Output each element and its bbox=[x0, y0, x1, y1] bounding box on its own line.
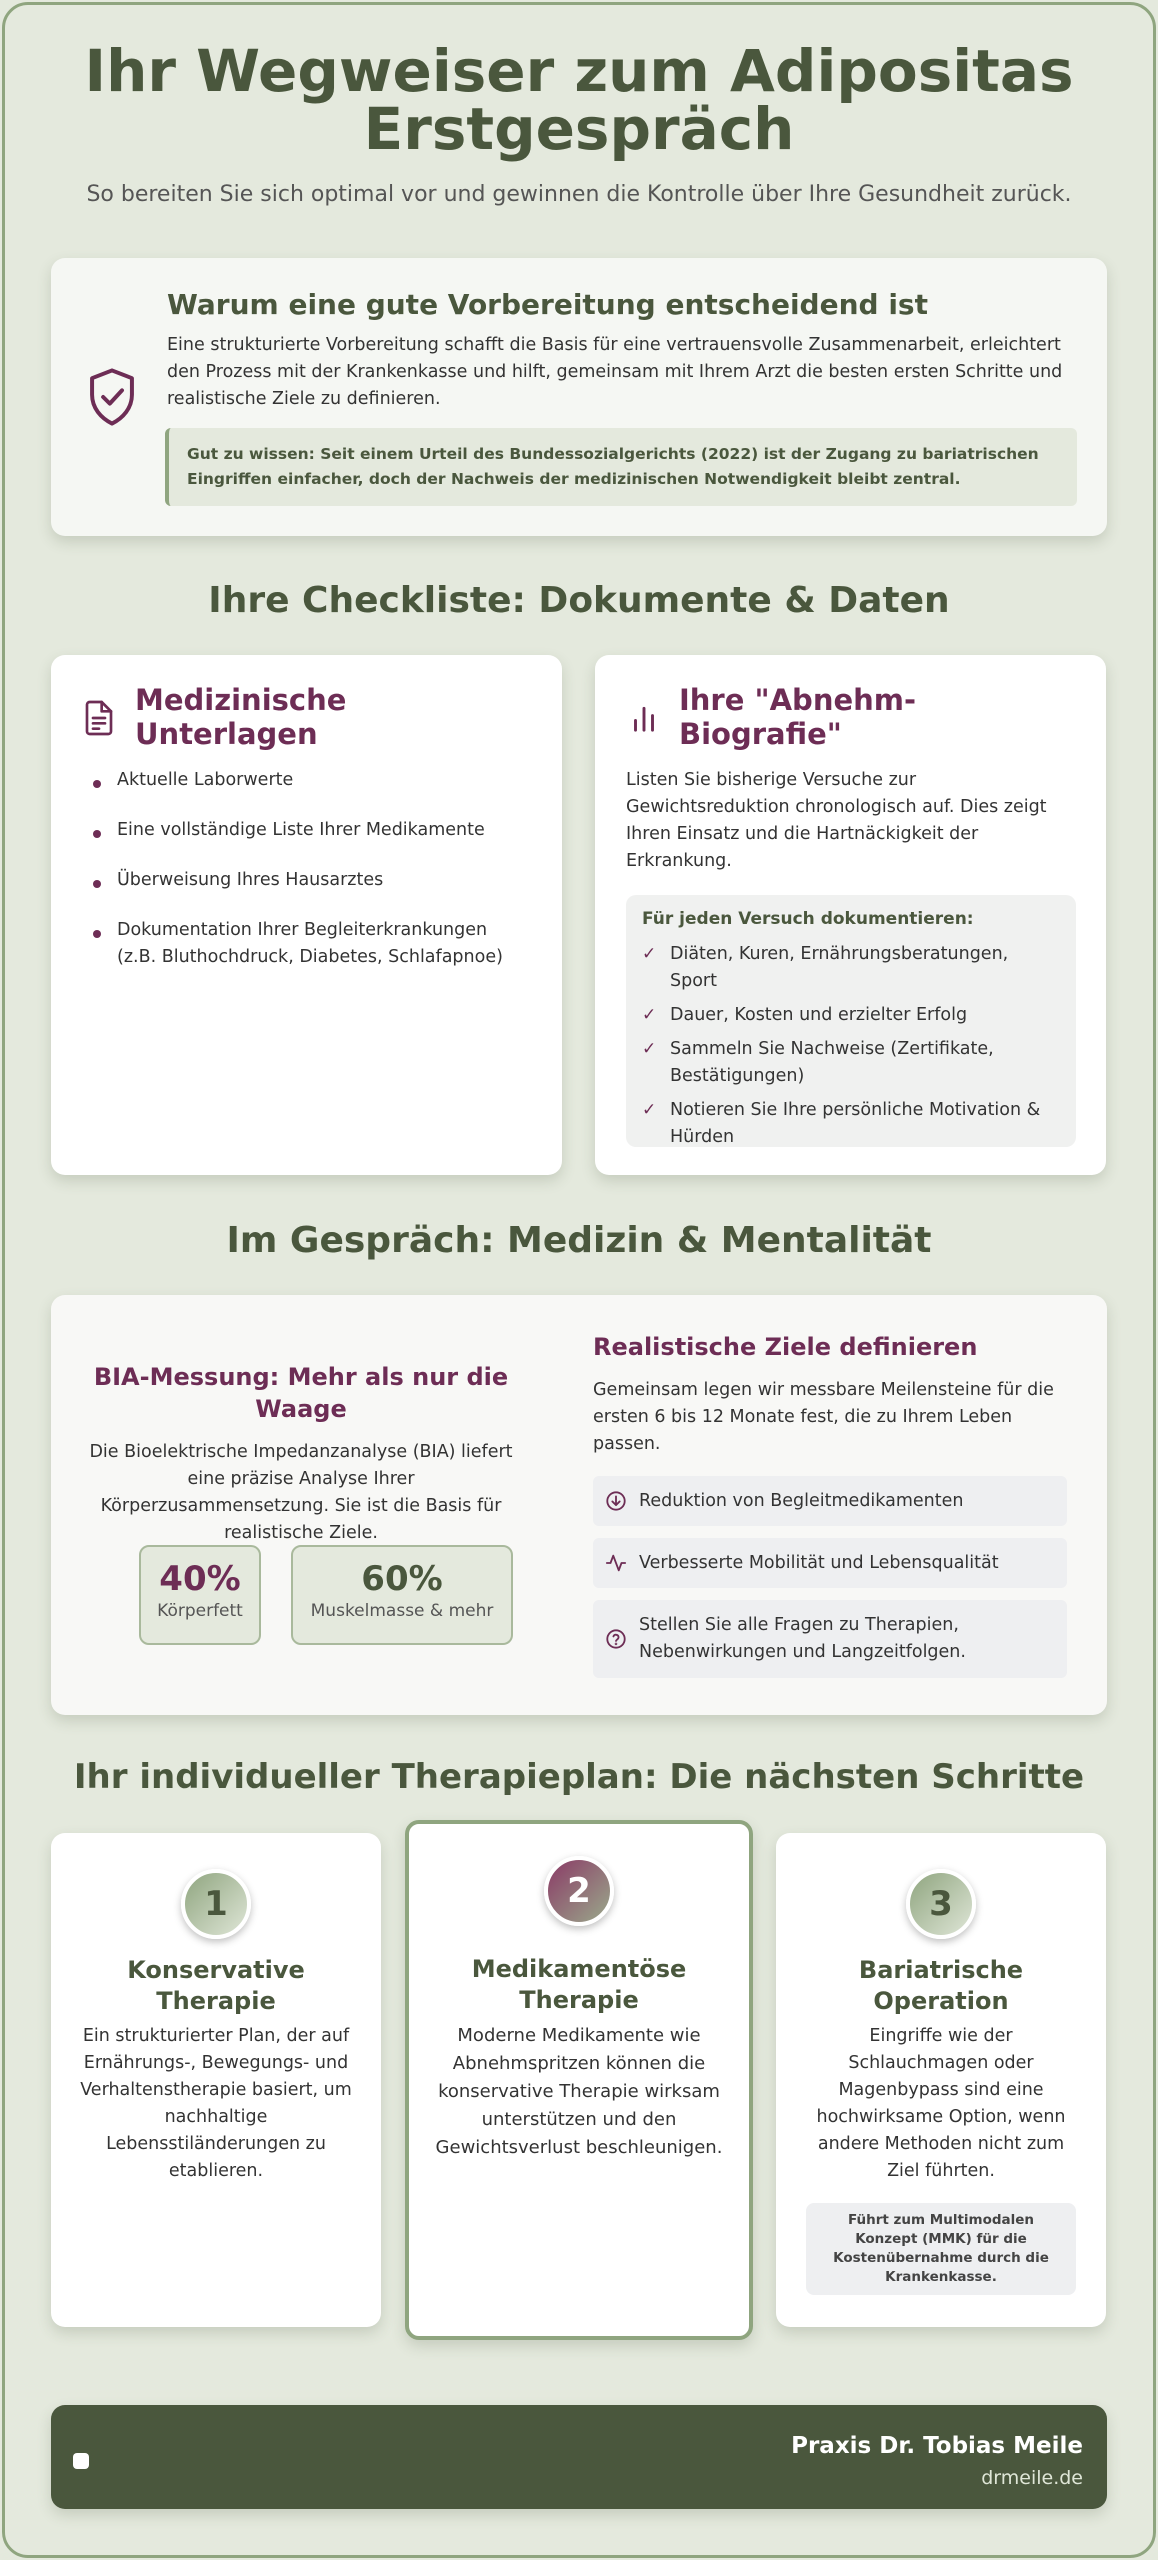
goal-item: Verbesserte Mobilität und Lebensqualität bbox=[593, 1538, 1067, 1588]
check-icon: ✓ bbox=[642, 1039, 657, 1059]
intro-title: Warum eine gute Vorbereitung entscheidend ist bbox=[167, 288, 928, 321]
conversation-section-title: Im Gespräch: Medizin & Mentalität bbox=[226, 1220, 932, 1261]
stat-label: Körperfett bbox=[157, 1601, 243, 1621]
check-icon: ✓ bbox=[642, 1100, 657, 1120]
medical-documents-title: Medizinische Unterlagen bbox=[135, 683, 347, 751]
weight-biography-title: Ihre "Abnehm- Biografie" bbox=[679, 683, 917, 751]
checklist-section-title: Ihre Checkliste: Dokumente & Daten bbox=[208, 580, 950, 621]
list-item: ✓ Diäten, Kuren, Ernährungsberatungen, Sport bbox=[642, 941, 1060, 995]
step-card-surgery bbox=[776, 1833, 1106, 2327]
intro-text: Eine strukturierte Vorbereitung schafft die Basis für eine vertrauensvolle Zusammenarbeit, erleichtert den Prozess mit der Krankenkasse und hilft, gemeinsam mit Ihrem Arzt die besten ersten Schritte und realistische Ziele zu definieren. bbox=[167, 335, 1063, 409]
step-text: Moderne Medikamente wie Abnehmspritzen können die konservative Therapie wirksam unterstützen und den Gewichtsverlust beschleunigen. bbox=[435, 2025, 723, 2158]
bia-title: BIA-Messung: Mehr als nur die Waage bbox=[93, 1363, 509, 1423]
stat-muscle-mass bbox=[291, 1545, 513, 1645]
page-title: Ihr Wegweiser zum Adipositas Erstgespräch bbox=[84, 37, 1074, 163]
activity-icon bbox=[605, 1552, 627, 1574]
list-item: ✓ Dauer, Kosten und erzielter Erfolg bbox=[642, 1002, 1060, 1029]
bar-chart-icon bbox=[629, 701, 659, 735]
stat-value: 60% bbox=[361, 1559, 443, 1599]
document-icon bbox=[83, 699, 115, 737]
step-number: 1 bbox=[181, 1869, 251, 1939]
stat-value: 40% bbox=[159, 1559, 241, 1599]
check-icon: ✓ bbox=[642, 1005, 657, 1025]
intro-card bbox=[51, 258, 1107, 536]
step-title: Bariatrische Operation bbox=[858, 1956, 1024, 2015]
weight-biography-card bbox=[595, 655, 1106, 1175]
therapy-section-title: Ihr individueller Therapieplan: Die nächsten Schritte bbox=[73, 1757, 1085, 1797]
step-title: Medikamentöse Therapie bbox=[471, 1955, 687, 2014]
step-text: Eingriffe wie der Schlauchmagen oder Magenbypass sind eine hochwirksame Option, wenn andere Methoden nicht zum Ziel führten. bbox=[816, 2026, 1066, 2181]
step-number: 3 bbox=[906, 1869, 976, 1939]
arrow-down-circle-icon bbox=[605, 1490, 627, 1512]
documentation-list bbox=[642, 941, 1060, 1151]
page-subtitle: So bereiten Sie sich optimal vor und gewinnen die Kontrolle über Ihre Gesundheit zurück. bbox=[86, 182, 1072, 207]
step-card-medication bbox=[405, 1820, 753, 2340]
practice-url[interactable]: drmeile.de bbox=[981, 2467, 1083, 2489]
documentation-box bbox=[626, 895, 1076, 1147]
goals-text: Gemeinsam legen wir messbare Meilensteine für die ersten 6 bis 12 Monate fest, die zu Ihrem Leben passen. bbox=[593, 1380, 1054, 1454]
practice-name: Praxis Dr. Tobias Meile bbox=[791, 2433, 1083, 2459]
list-item: Dokumentation Ihrer Begleiterkrankungen (z.B. Bluthochdruck, Diabetes, Schlafapnoe) bbox=[91, 917, 531, 971]
conversation-card bbox=[51, 1295, 1107, 1715]
medical-documents-card bbox=[51, 655, 562, 1175]
logo-icon bbox=[73, 2453, 89, 2469]
stat-label: Muskelmasse & mehr bbox=[310, 1601, 494, 1621]
step-number: 2 bbox=[544, 1856, 614, 1926]
help-circle-icon bbox=[605, 1628, 627, 1650]
list-item: Aktuelle Laborwerte bbox=[91, 767, 531, 794]
weight-biography-text: Listen Sie bisherige Versuche zur Gewichtsreduktion chronologisch auf. Dies zeigt Ihren Einsatz und die Hartnäckigkeit der Erkrankung. bbox=[626, 770, 1047, 871]
list-item: ✓ Sammeln Sie Nachweise (Zertifikate, Bestätigungen) bbox=[642, 1036, 1060, 1090]
step-text: Ein strukturierter Plan, der auf Ernährungs-, Bewegungs- und Verhaltenstherapie basiert, um nachhaltige Lebensstiländerungen zu etablieren. bbox=[80, 2026, 352, 2181]
goal-item: Stellen Sie alle Fragen zu Therapien, Nebenwirkungen und Langzeitfolgen. bbox=[593, 1600, 1067, 1678]
goals-title: Realistische Ziele definieren bbox=[593, 1333, 978, 1361]
footer bbox=[51, 2405, 1107, 2509]
info-note: Gut zu wissen: Seit einem Urteil des Bundessozialgerichts (2022) ist der Zugang zu bariatrischen Eingriffen einfacher, doch der Nachweis der medizinischen Notwendigkeit bleibt zentral. bbox=[165, 428, 1077, 506]
list-item: Eine vollständige Liste Ihrer Medikamente bbox=[91, 817, 531, 844]
shield-check-icon bbox=[85, 366, 139, 428]
step-card-conservative bbox=[51, 1833, 381, 2327]
stat-body-fat bbox=[139, 1545, 261, 1645]
documentation-box-title: Für jeden Versuch dokumentieren: bbox=[642, 909, 974, 929]
mmk-note: Führt zum Multimodalen Konzept (MMK) für die Kostenübernahme durch die Krankenkasse. bbox=[806, 2203, 1076, 2295]
goal-item: Reduktion von Begleitmedikamenten bbox=[593, 1476, 1067, 1526]
step-title: Konservative Therapie bbox=[127, 1956, 305, 2015]
check-icon: ✓ bbox=[642, 944, 657, 964]
medical-documents-list bbox=[91, 767, 531, 994]
list-item: Überweisung Ihres Hausarztes bbox=[91, 867, 531, 894]
list-item: ✓ Notieren Sie Ihre persönliche Motivation & Hürden bbox=[642, 1097, 1060, 1151]
bia-text: Die Bioelektrische Impedanzanalyse (BIA) liefert eine präzise Analyse Ihrer Körperzusammensetzung. Sie ist die Basis für realistische Ziele. bbox=[89, 1442, 513, 1543]
